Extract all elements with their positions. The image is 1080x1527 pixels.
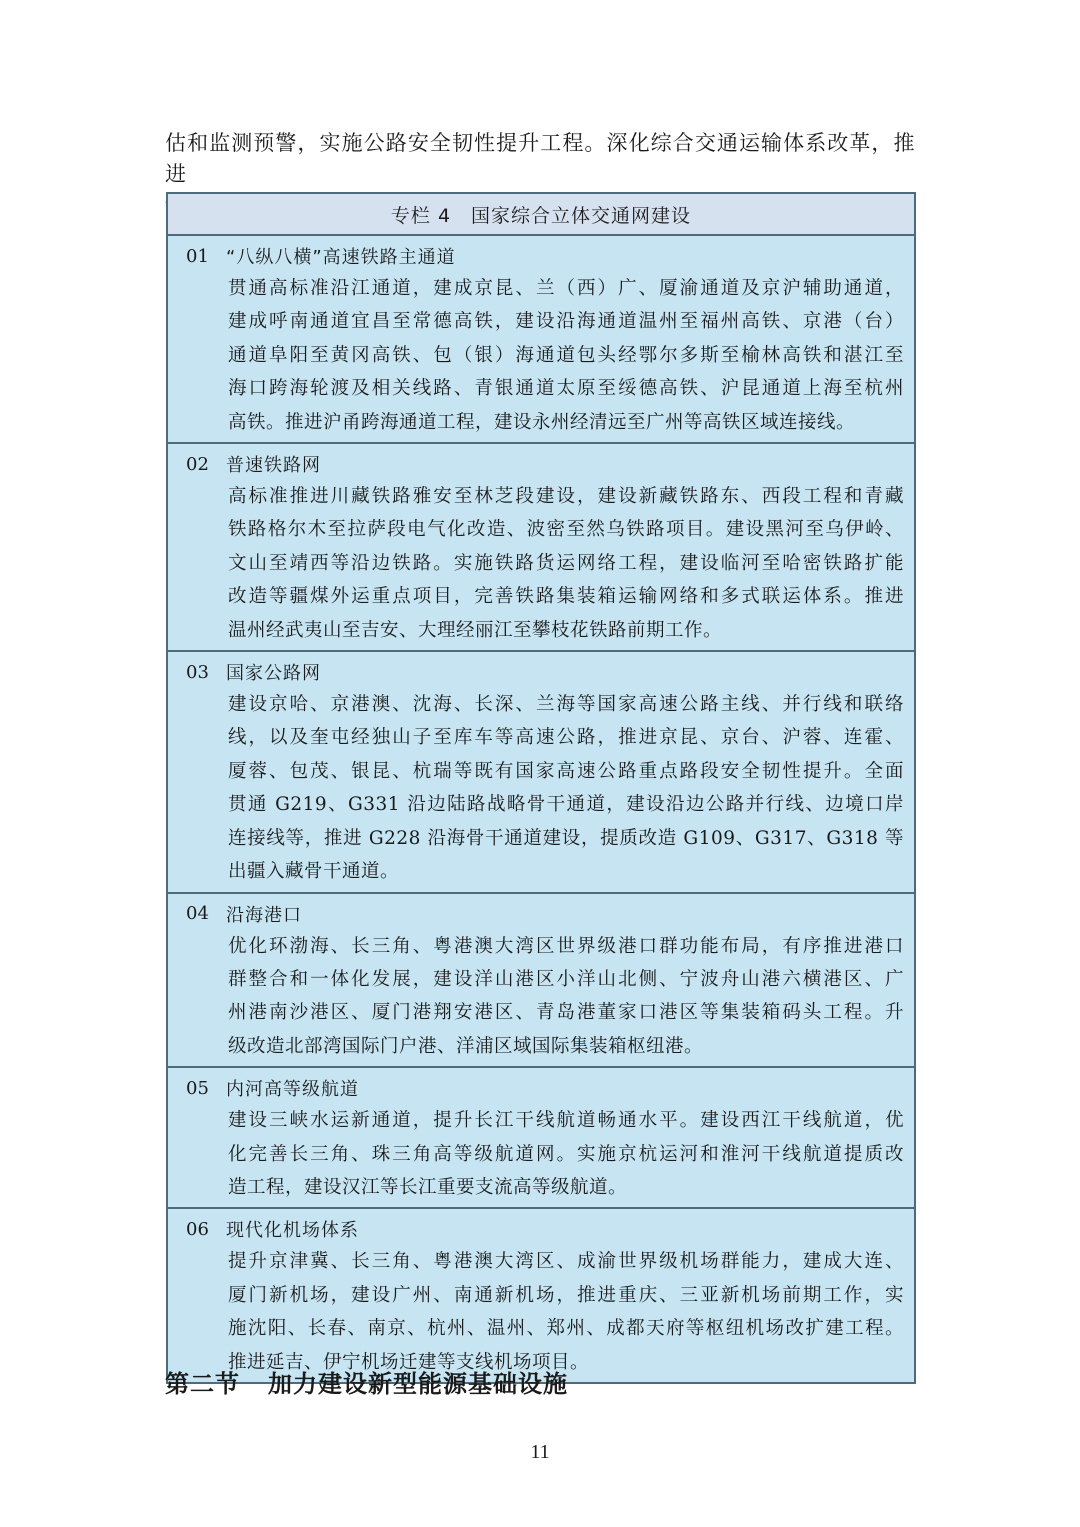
section-line: 铁路格尔木至拉萨段电气化改造、波密至然乌铁路项目。建设黑河至乌伊岭、 (228, 519, 904, 541)
section-line: 施沈阳、长春、南京、杭州、温州、郑州、成都天府等枢纽机场改扩建工程。 (228, 1318, 904, 1340)
intro-line: 估和监测预警，实施公路安全韧性提升工程。深化综合交通运输体系改革，推进 (165, 131, 915, 186)
box-section-06 (168, 1209, 914, 1382)
section-line: 改造等疆煤外运重点项目，完善铁路集装箱运输网络和多式联运体系。推进 (228, 586, 904, 608)
section-title: 普速铁路网 (226, 455, 321, 477)
section-body (168, 480, 914, 647)
section-line: 推进延吉、伊宁机场迁建等支线机场项目。 (228, 1351, 590, 1373)
section-header (168, 448, 914, 480)
box-section-01 (168, 236, 914, 444)
section-title: 内河高等级航道 (226, 1079, 359, 1101)
section-number: 02 (186, 453, 209, 475)
section-line: 群整合和一体化发展，建设洋山港区小洋山北侧、宁波舟山港六横港区、广 (228, 968, 904, 990)
section-line: 建设京哈、京港澳、沈海、长深、兰海等国家高速公路主线、并行线和联络 (228, 694, 904, 716)
section-line: 提升京津冀、长三角、粤港澳大湾区、成渝世界级机场群能力，建成大连、 (228, 1251, 904, 1273)
section-header (168, 240, 914, 272)
section-line: 建成呼南通道宜昌至常德高铁，建设沿海通道温州至福州高铁、京港（台） (228, 311, 904, 333)
section-header (168, 1213, 914, 1245)
section-header (168, 656, 914, 688)
box-section-02 (168, 444, 914, 652)
section-line: 海口跨海轮渡及相关线路、青银通道太原至绥德高铁、沪昆通道上海至杭州 (228, 378, 904, 400)
section-line: 优化环渤海、长三角、粤港澳大湾区世界级港口群功能布局，有序推进港口 (228, 935, 904, 957)
section-line: 线，以及奎屯经独山子至库车等高速公路，推进京昆、京台、沪蓉、连霍、 (228, 727, 904, 749)
section-body (168, 272, 914, 439)
section-number: 04 (186, 903, 209, 924)
section-line: 高铁。推进沪甬跨海通道工程，建设永州经清远至广州等高铁区域连接线。 (228, 411, 856, 433)
feature-box (166, 192, 916, 1384)
section-line: 温州经武夷山至吉安、大理经丽江至攀枝花铁路前期工作。 (228, 619, 723, 641)
section-heading-title: 加力建设新型能源基础设施 (268, 1370, 568, 1398)
section-line: 级改造北部湾国际门户港、洋浦区域国际集装箱枢纽港。 (228, 1035, 704, 1057)
section-line: 州港南沙港区、厦门港翔安港区、青岛港董家口港区等集装箱码头工程。升 (228, 1002, 904, 1024)
section-heading (165, 1364, 568, 1399)
section-body (168, 688, 914, 888)
section-title: “八纵八横”高速铁路主通道 (226, 247, 456, 268)
section-line: 建设三峡水运新通道，提升长江干线航道畅通水平。建设西江干线航道，优 (228, 1110, 904, 1132)
section-header (168, 1072, 914, 1104)
section-title: 沿海港口 (226, 904, 302, 926)
section-line: 贯通高标准沿江通道，建成京昆、兰（西）广、厦渝通道及京沪辅助通道， (228, 278, 904, 299)
box-section-05 (168, 1068, 914, 1209)
section-line: 高标准推进川藏铁路雅安至林芝段建设，建设新藏铁路东、西段工程和青藏 (228, 486, 904, 508)
page-number: 11 (530, 1441, 550, 1463)
box-section-03 (168, 652, 914, 893)
section-title: 国家公路网 (226, 663, 321, 685)
section-heading-number: 第二节 (165, 1370, 240, 1398)
section-title: 现代化机场体系 (226, 1220, 359, 1242)
section-line: 贯通 G219、G331 沿边陆路战略骨干通道，建设沿边公路并行线、边境口岸 (228, 794, 904, 816)
section-body (168, 1245, 914, 1379)
section-header (168, 898, 914, 930)
section-line: 出疆入藏骨干通道。 (228, 861, 400, 883)
section-body (168, 930, 914, 1064)
section-line: 厦蓉、包茂、银昆、杭瑞等既有国家高速公路重点路段安全韧性提升。全面 (228, 760, 904, 782)
section-line: 化完善长三角、珠三角高等级航道网。实施京杭运河和淮河干线航道提质改 (228, 1143, 904, 1165)
section-number: 05 (186, 1077, 209, 1099)
box-section-04 (168, 894, 914, 1069)
section-number: 03 (186, 661, 209, 683)
section-line: 造工程，建设汉江等长江重要支流高等级航道。 (228, 1176, 628, 1198)
section-number: 01 (186, 245, 209, 267)
section-line: 通道阜阳至黄冈高铁、包（银）海通道包头经鄂尔多斯至榆林高铁和湛江至 (228, 344, 904, 366)
box-title: 专栏 4 国家综合立体交通网建设 (168, 194, 914, 236)
section-number: 06 (186, 1218, 209, 1240)
section-body (168, 1104, 914, 1204)
section-line: 连接线等，推进 G228 沿海骨干通道建设，提质改造 G109、G317、G318 等 (228, 827, 904, 849)
section-line: 厦门新机场，建设广州、南通新机场，推进重庆、三亚新机场前期工作，实 (228, 1284, 904, 1306)
section-line: 文山至靖西等沿边铁路。实施铁路货运网络工程，建设临河至哈密铁路扩能 (228, 552, 904, 574)
